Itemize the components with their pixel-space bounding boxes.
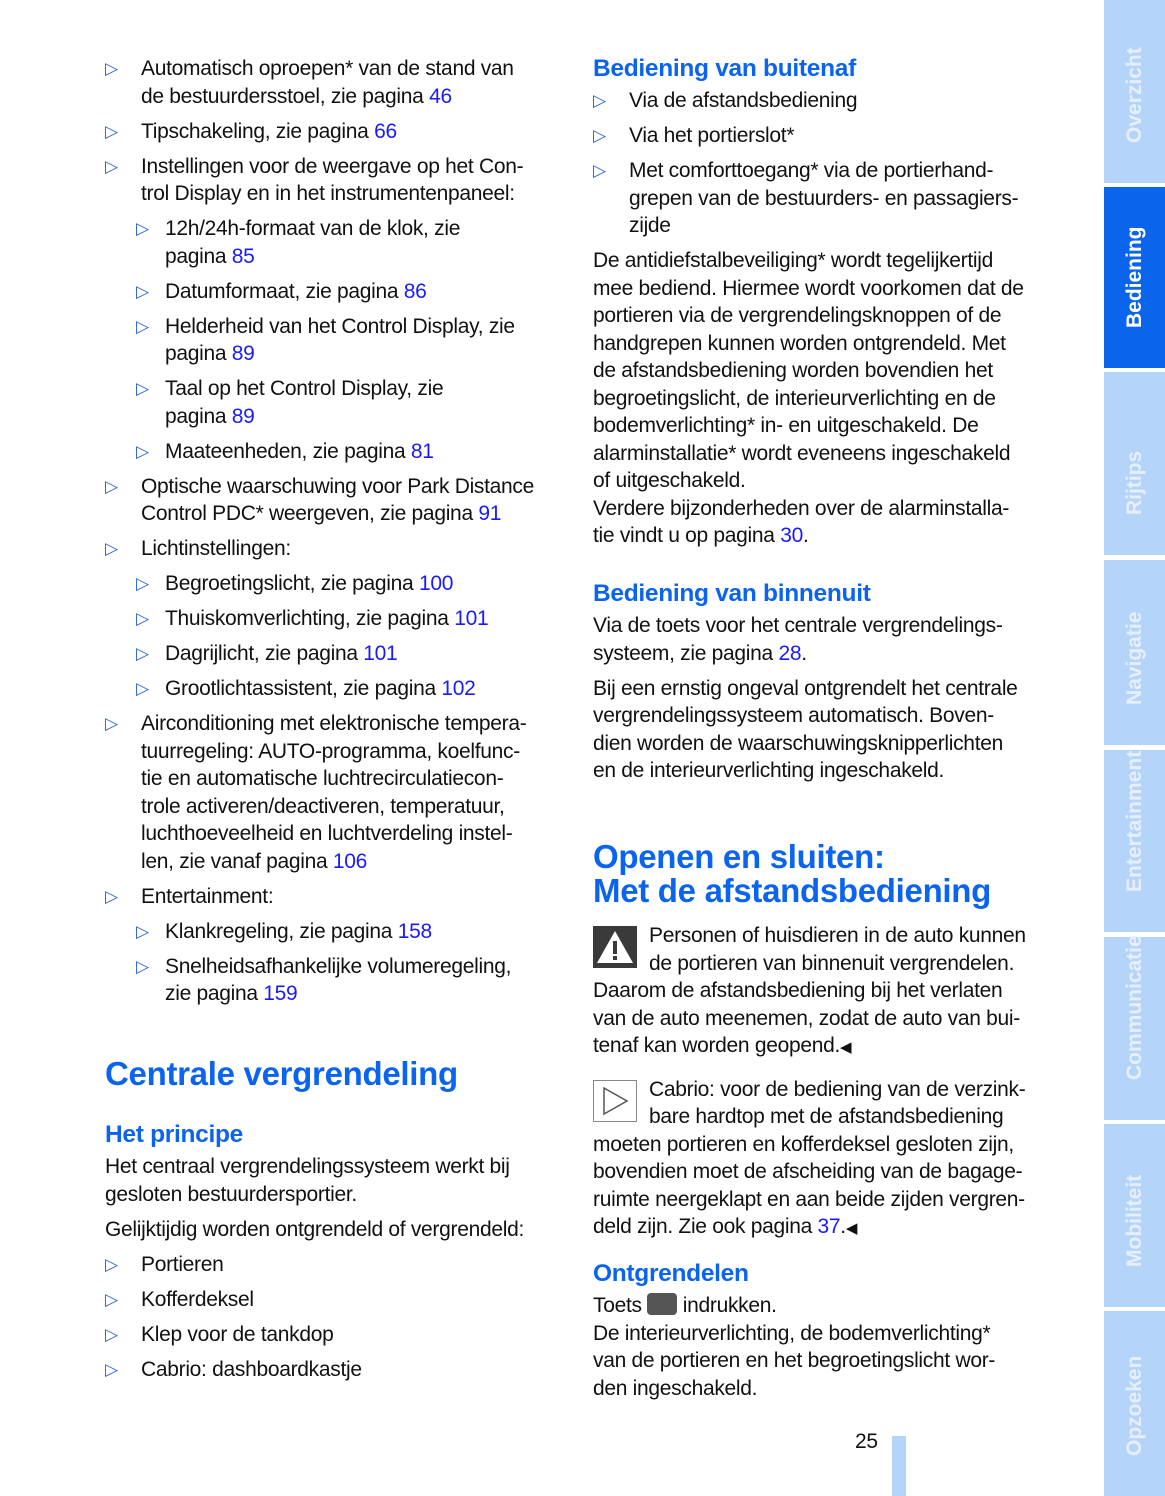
tab-bediening[interactable] — [1104, 187, 1165, 368]
tab-label: Overzicht — [1122, 47, 1146, 143]
list-item-text: Thuiskomverlichting, zie pagina — [165, 607, 455, 630]
list-item-text: 12h/24h-formaat van de klok, zie pagina — [165, 217, 461, 268]
tab-rijtips[interactable] — [1104, 372, 1165, 555]
bullet-icon: ▷ — [593, 126, 606, 145]
bullet-icon: ▷ — [105, 476, 118, 496]
list-item — [105, 1356, 575, 1384]
bullet-icon: ▷ — [136, 644, 149, 663]
list-item-text: Cabrio: dashboardkastje — [141, 1357, 362, 1381]
bullet-icon: ▷ — [105, 886, 118, 906]
big-title-line1: Openen en sluiten: — [593, 838, 885, 875]
list-item-text: Dagrijlicht, zie pagina — [165, 642, 364, 665]
page-link[interactable]: 81 — [410, 439, 434, 463]
page-link[interactable]: 89 — [231, 404, 255, 428]
note-icon — [593, 1080, 637, 1122]
page-link[interactable]: 159 — [263, 982, 298, 1005]
list-item — [105, 535, 575, 563]
page-link[interactable]: 66 — [374, 119, 397, 143]
outside-list — [593, 87, 1073, 240]
page-link[interactable]: 30 — [780, 524, 803, 547]
list-item — [136, 215, 575, 270]
page-link[interactable]: 100 — [418, 572, 454, 595]
page-link[interactable]: 37 — [817, 1215, 841, 1238]
bullet-icon: ▷ — [593, 161, 606, 180]
section-unlock — [593, 1259, 1073, 1410]
list-item — [593, 157, 1073, 240]
note-paragraph: Cabrio: voor de bediening van de verzink- bare hardtop met de afstandsbediening moeten portieren en kofferdeksel gesloten zijn, bovendien moet de afscheiding van de bagage- ruimte neergeklapt en aan beide zijden vergren- deld zijn. Zie ook pagina 37.◀ — [593, 1077, 1026, 1238]
tab-label: Communicatie — [1122, 935, 1146, 1080]
list-item — [136, 675, 575, 703]
list-item-text: Instellingen voor de weergave op het Con- trol Display en in het instrumentenpaneel: — [141, 154, 524, 205]
page-link[interactable]: 46 — [429, 84, 452, 108]
bullet-icon: ▷ — [136, 956, 149, 976]
page-link[interactable]: 85 — [231, 244, 255, 268]
tab-mobiliteit[interactable] — [1104, 1124, 1165, 1307]
section-central-locking — [105, 1057, 575, 1391]
text: Cabrio: voor de bediening van de verzink- bare hardtop met de afstandsbediening moeten portieren en kofferdeksel gesloten zijn, bovendien moet de afscheiding van de bagage- ruimte neergeklapt en aan beide zijden vergren- deld zijn. Zie ook pagina — [593, 1077, 1026, 1238]
text: Via de toets voor het centrale vergrendelings- systeem, zie pagina — [593, 614, 1003, 665]
subheading-principle: Het principe — [105, 1121, 243, 1148]
paragraph: Het centraal vergrendelingssysteem werkt bij gesloten bestuurdersportier. — [105, 1155, 510, 1206]
paragraph: De interieurverlichting, de bodemverlichting* van de portieren en het begroetingslicht wor- den ingeschakeld. — [593, 1321, 996, 1400]
tab-label: Mobiliteit — [1122, 1174, 1146, 1267]
list-item-text: Snelheidsafhankelijke volumeregeling, zie pagina — [165, 954, 512, 1005]
bullet-icon: ▷ — [593, 91, 606, 110]
tab-opzoeken[interactable] — [1104, 1311, 1165, 1496]
list-item-text: Via het portierslot* — [629, 124, 795, 147]
list-item-text: Tipschakeling, zie pagina — [141, 119, 375, 143]
bullet-icon: ▷ — [136, 219, 149, 238]
bullet-icon: ▷ — [105, 714, 118, 733]
text: De antidiefstalbeveiliging* wordt tegelijkertijd mee bediend. Hiermee wordt voorkomen dat de portieren via de vergrendelingsknoppen of de handgrepen kunnen worden ontgrendeld. Met de afstandsbediening worden bovendien het begroetingslicht, de interieurverlichting en de bodemverlichting* in- en uitgeschakeld. De alarminstallatie* wordt eveneens ingeschakeld of uitgeschakeld. Verdere bijzonderheden over de alarminstalla- tie vindt u op pagina — [593, 249, 1024, 547]
list-item — [136, 313, 575, 368]
text: Toets — [593, 1294, 648, 1317]
list-item-text: Begroetingslicht, zie pagina — [165, 572, 419, 595]
list-item — [105, 153, 575, 208]
page-link[interactable]: 102 — [441, 677, 476, 700]
paragraph: Bij een ernstig ongeval ontgrendelt het centrale vergrendelingssysteem automatisch. Boven- dien worden de waarschuwingsknipperlichten en de interieurverlichting ingeschakeld. — [593, 676, 1018, 782]
section-inside — [593, 579, 1073, 792]
tab-label: Rijtips — [1122, 450, 1146, 515]
text: Personen of huisdieren in de auto kunnen de portieren van binnenuit vergrendelen. Daarom de afstandsbediening bij het verlaten van de auto meenemen, zodat de auto van bui- tenaf kan worden geopend. — [593, 924, 1026, 1057]
tab-communicatie[interactable] — [1104, 937, 1165, 1120]
section-title: Centrale vergrendeling — [105, 1055, 458, 1092]
section-remote — [593, 840, 1073, 1250]
end-mark-icon: ◀ — [840, 1039, 852, 1056]
paragraph — [593, 1292, 1073, 1320]
list-item — [105, 883, 575, 911]
list-item — [105, 55, 575, 110]
list-item — [136, 605, 575, 633]
paragraph: Gelijktijdig worden ontgrendeld of vergrendeld: — [105, 1217, 524, 1241]
bullet-icon: ▷ — [105, 59, 118, 78]
locked-items-list — [105, 1251, 575, 1384]
page-link[interactable]: 101 — [363, 642, 398, 665]
settings-list — [105, 55, 575, 1015]
heading-outside: Bediening van buitenaf — [593, 55, 856, 82]
heading-inside: Bediening van binnenuit — [593, 580, 871, 607]
page-link[interactable]: 28 — [778, 641, 802, 665]
list-item — [105, 473, 575, 528]
paragraph: Via de toets voor het centrale vergrendelings- systeem, zie pagina 28. — [593, 614, 1003, 665]
unlock-button-icon — [647, 1293, 677, 1315]
list-item — [136, 640, 575, 668]
list-item — [105, 1251, 575, 1279]
warning-icon — [593, 926, 637, 968]
page-link[interactable]: 101 — [454, 607, 489, 630]
paragraph: De antidiefstalbeveiliging* wordt tegelijkertijd mee bediend. Hiermee wordt voorkomen dat de portieren via de vergrendelingsknoppen of de handgrepen kunnen worden ontgrendeld. Met de afstandsbediening worden bovendien het begroetingslicht, de interieurverlichting en de bodemverlichting* in- en uitgeschakeld. De alarminstallatie* wordt eveneens ingeschakeld of uitgeschakeld. Verdere bijzonderheden over de alarminstalla- tie vindt u op pagina 30. — [593, 249, 1024, 547]
page-link[interactable]: 106 — [332, 849, 368, 873]
list-item — [136, 278, 575, 306]
list-item-text: Helderheid van het Control Display, zie pagina — [165, 314, 515, 365]
list-item — [105, 1321, 575, 1349]
bullet-icon: ▷ — [105, 1289, 118, 1309]
heading-unlock: Ontgrendelen — [593, 1260, 749, 1287]
bullet-icon: ▷ — [136, 441, 149, 461]
bullet-icon: ▷ — [105, 1359, 118, 1379]
list-item-text: Taal op het Control Display, zie pagina — [165, 377, 444, 428]
page-number: 25 — [855, 1430, 878, 1453]
list-item — [136, 375, 575, 430]
list-item — [136, 438, 575, 466]
list-item — [136, 570, 575, 598]
bullet-icon: ▷ — [136, 379, 149, 398]
list-item — [593, 122, 1073, 150]
bullet-icon: ▷ — [105, 539, 118, 558]
warning-paragraph — [593, 922, 1073, 1062]
tab-label: Bediening — [1122, 226, 1146, 328]
list-item — [136, 953, 575, 1008]
bullet-icon: ▷ — [136, 679, 149, 698]
list-item-text: Optische waarschuwing voor Park Distance Control PDC* weergeven, zie pagina — [141, 474, 535, 525]
bullet-icon: ▷ — [105, 1254, 118, 1274]
list-item-text: Automatisch oproepen* van de stand van de bestuurdersstoel, zie pagina — [141, 57, 514, 108]
bullet-icon: ▷ — [105, 121, 118, 141]
tab-entertainment[interactable] — [1104, 750, 1165, 932]
tab-label: Entertainment — [1122, 750, 1146, 892]
list-item — [105, 710, 575, 875]
end-mark-icon: ◀ — [845, 1220, 858, 1237]
list-item — [105, 118, 575, 146]
bullet-icon: ▷ — [136, 921, 149, 941]
list-item-text: Klep voor de tankdop — [141, 1322, 334, 1346]
list-item-text: Entertainment: — [141, 884, 274, 908]
bullet-icon: ▷ — [136, 609, 149, 628]
tab-navigatie[interactable] — [1104, 560, 1165, 745]
list-item-text: Lichtinstellingen: — [141, 537, 291, 560]
page-link[interactable]: 86 — [403, 279, 427, 303]
tab-overzicht[interactable] — [1104, 0, 1165, 183]
list-item-text: Grootlichtassistent, zie pagina — [165, 677, 442, 700]
tab-label: Navigatie — [1122, 611, 1146, 705]
page-link[interactable]: 89 — [231, 342, 255, 365]
section-outside — [593, 54, 1073, 557]
page-link[interactable]: 158 — [397, 919, 432, 943]
list-item-text: Portieren — [141, 1252, 224, 1276]
text: indrukken. — [677, 1294, 777, 1317]
bullet-icon: ▷ — [136, 574, 149, 593]
list-item-text: Kofferdeksel — [141, 1287, 254, 1311]
page-link[interactable]: 91 — [478, 502, 502, 525]
list-item-text: Datumformaat, zie pagina — [165, 279, 404, 303]
bullet-icon: ▷ — [105, 1324, 118, 1344]
bullet-icon: ▷ — [105, 156, 118, 176]
list-item-text: Airconditioning met elektronische tempera- tuurregeling: AUTO-programma, koelfunc- tie en automatische luchtrecirculatiecon- trole activeren/deactiveren, temperatuur, luchthoeveelheid en luchtverdeling instel- len, zie vanaf pagina — [141, 712, 527, 873]
list-item-text: Maateenheden, zie pagina — [165, 439, 411, 463]
bullet-icon: ▷ — [136, 281, 149, 301]
list-item — [593, 87, 1073, 115]
list-item-text: Met comforttoegang* via de portierhand- grepen van de bestuurders- en passagiers- zijde — [629, 159, 1019, 237]
page-marker-bar — [892, 1436, 906, 1496]
bullet-icon: ▷ — [136, 316, 149, 336]
big-title-line2: Met de afstandsbediening — [593, 872, 992, 909]
list-item — [105, 1286, 575, 1314]
list-item-text: Klankregeling, zie pagina — [165, 919, 398, 943]
list-item — [136, 918, 575, 946]
tab-label: Opzoeken — [1122, 1355, 1146, 1456]
list-item-text: Via de afstandsbediening — [629, 89, 858, 112]
